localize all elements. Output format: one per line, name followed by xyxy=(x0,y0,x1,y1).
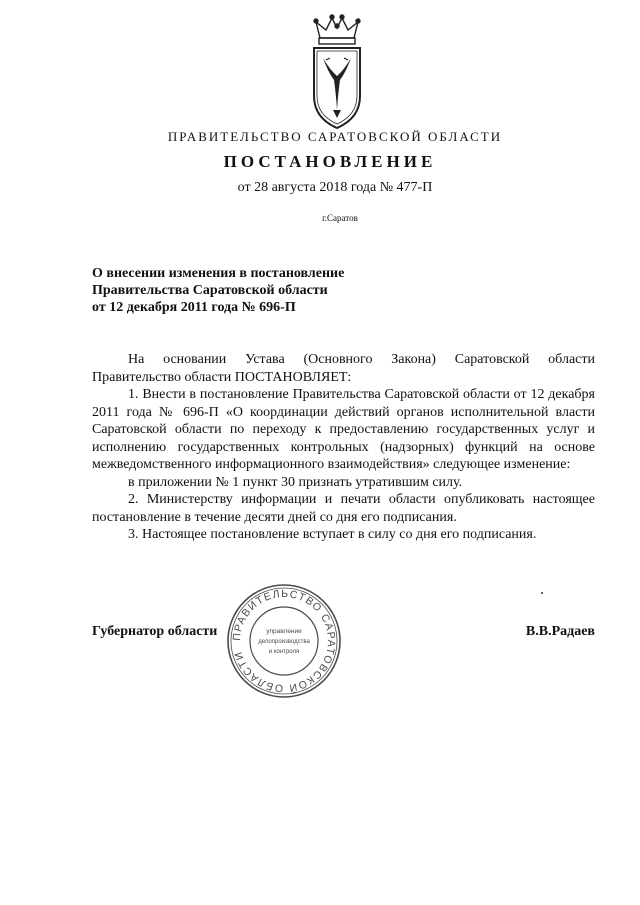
document-body xyxy=(92,351,595,544)
body-paragraph: 1. Внести в постановление Правительства Саратовской области от 12 декабря 2011 года № 696-П «О координации действий органов исполнительной власти Саратовской области по переходу к предоставлению государственных услуг и исполнению государственных контрольных (надзорных) функций на основе межведомственного информационного взаимодействия» следующее изменение: xyxy=(92,387,595,472)
subject-line: от 12 декабря 2011 года № 696-П xyxy=(92,300,296,315)
signatory-name: В.В.Радаев xyxy=(525,624,595,639)
seal-outer-text: ПРАВИТЕЛЬСТВО САРАТОВСКОЙ ОБЛАСТИ xyxy=(230,587,338,695)
issue-city: г.Саратов xyxy=(322,213,358,223)
coat-of-arms-emblem xyxy=(306,14,368,132)
ink-mark xyxy=(541,592,543,594)
seal-inner-line: управление xyxy=(266,628,302,635)
body-paragraph: 3. Настоящее постановление вступает в силу со дня его подписания. xyxy=(128,527,537,542)
subject-line: Правительства Саратовской области xyxy=(92,283,328,298)
official-seal-stamp xyxy=(224,581,344,701)
body-paragraph: 2. Министерству информации и печати области опубликовать настоящее постановление в течение десяти дней со дня его подписания. xyxy=(92,492,595,525)
body-paragraph: в приложении № 1 пункт 30 признать утратившим силу. xyxy=(128,474,463,490)
issuing-authority: ПРАВИТЕЛЬСТВО САРАТОВСКОЙ ОБЛАСТИ xyxy=(167,129,503,144)
body-paragraph: На основании Устава (Основного Закона) Саратовской области Правительство области ПОСТАНОВЛЯЕТ: xyxy=(92,352,595,385)
document-type-title: ПОСТАНОВЛЕНИЕ xyxy=(223,152,437,171)
subject-line: О внесении изменения в постановление xyxy=(92,266,345,281)
seal-inner-line: делопроизводства xyxy=(258,639,310,645)
document-subject xyxy=(92,265,492,316)
date-and-number: от 28 августа 2018 года № 477-П xyxy=(237,180,433,195)
signatory-title: Губернатор области xyxy=(92,624,218,639)
seal-inner-line: и контроля xyxy=(268,649,300,655)
